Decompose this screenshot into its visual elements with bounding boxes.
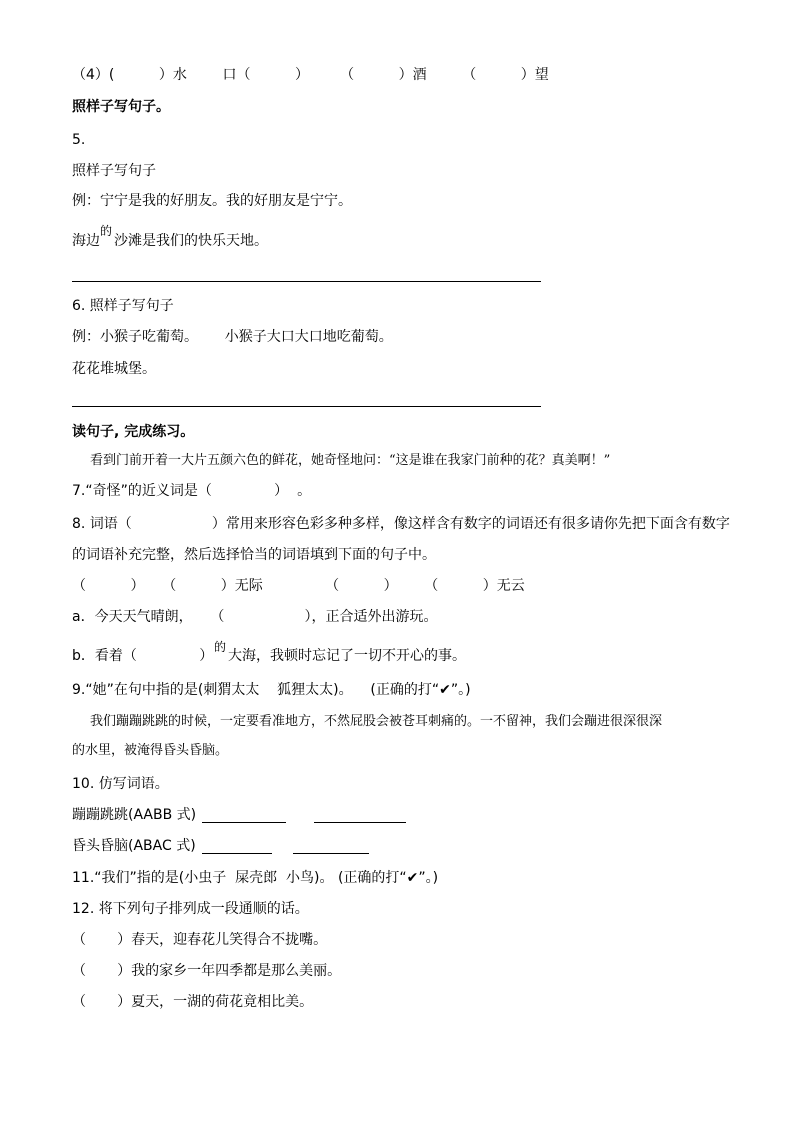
question-10-aabb-blank-1[interactable]	[202, 822, 286, 823]
question-6-instruction: 6. 照样子写句子	[72, 298, 174, 314]
question-8-line-2: 的词语补充完整，然后选择恰当的词语填到下面的句子中。	[72, 547, 436, 563]
question-4-continued-line: （4）( ）水 口（ ） （ ）酒 （ ）望	[72, 67, 549, 83]
question-6-answer-line[interactable]	[72, 406, 541, 407]
question-7: 7.“奇怪”的近义词是（ ） 。	[72, 483, 312, 499]
question-12: 12. 将下列句子排列成一段通顺的话。	[72, 901, 309, 917]
question-12-sentence-2: （ ）我的家乡一年四季都是那么美丽。	[72, 963, 342, 979]
question-5-number: 5.	[72, 132, 86, 148]
question-8-word-blanks: （ ） （ ）无际 （ ） （ ）无云	[72, 578, 525, 594]
question-12-sentence-1: （ ）春天，迎春花儿笑得合不拢嘴。	[72, 932, 328, 948]
question-12-sentence-3: （ ）夏天，一湖的荷花竟相比美。	[72, 994, 314, 1010]
question-10-abac-label: 昏头昏脑(ABAC 式)	[72, 838, 196, 854]
question-6-prompt: 花花堆城堡。	[72, 361, 156, 377]
question-6-example: 例：小猴子吃葡萄。 小猴子大口大口地吃葡萄。	[72, 329, 393, 345]
question-10-abac-blank-2[interactable]	[293, 853, 369, 854]
reading-passage-2-line-1: 我们蹦蹦跳跳的时候，一定要看准地方，不然屁股会被苍耳刺痛的。一不留神，我们会蹦进很深很深	[90, 714, 663, 729]
question-5-example: 例：宁宁是我的好朋友。我的好朋友是宁宁。	[72, 193, 352, 209]
reading-passage-1: 看到门前开着一大片五颜六色的鲜花，她奇怪地问：“这是谁在我家门前种的花？真美啊！”	[90, 453, 611, 468]
question-8-sentence-b-start: b．看着（ ）	[72, 648, 214, 664]
question-8-sentence-b-inserted-char: 的	[214, 640, 227, 654]
question-10-abac-blank-1[interactable]	[202, 853, 272, 854]
question-9: 9.“她”在句中指的是(刺猬太太 狐狸太太)。 (正确的打“✔”。)	[72, 682, 471, 698]
question-5-prompt-inserted-char: 的	[100, 224, 113, 238]
question-10-aabb-blank-2[interactable]	[314, 822, 406, 823]
section-heading-read-sentence: 读句子, 完成练习。	[72, 424, 195, 440]
question-8-sentence-b-end: 大海，我顿时忘记了一切不开心的事。	[228, 648, 466, 664]
reading-passage-2-line-2: 的水里，被淹得昏头昏脑。	[72, 743, 229, 758]
section-heading-imitate-sentence: 照样子写句子。	[72, 99, 170, 115]
question-8-line-1: 8. 词语（ ）常用来形容色彩多种多样，像这样含有数字的词语还有很多请你先把下面含有数字	[72, 516, 730, 532]
question-5-instruction: 照样子写句子	[72, 163, 156, 179]
question-10: 10. 仿写词语。	[72, 776, 169, 792]
question-5-prompt-end: 沙滩是我们的快乐天地。	[114, 233, 268, 249]
question-5-answer-line[interactable]	[72, 281, 541, 282]
question-8-sentence-a: a．今天天气晴朗， （ ），正合适外出游玩。	[72, 609, 438, 625]
question-5-prompt-start: 海边	[72, 233, 100, 249]
question-10-aabb-label: 蹦蹦跳跳(AABB 式)	[72, 807, 197, 823]
question-11: 11.“我们”指的是(小虫子 屎壳郎 小鸟)。 (正确的打“✔”。)	[72, 870, 439, 886]
